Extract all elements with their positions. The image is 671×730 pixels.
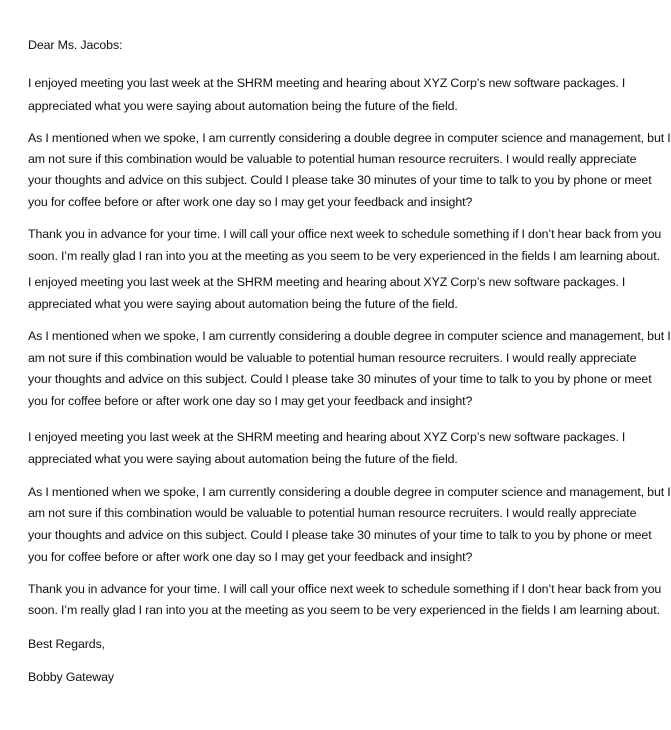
letter-greeting: Dear Ms. Jacobs: bbox=[28, 38, 123, 52]
paragraph-line: Thank you in advance for your time. I will call your office next week to schedule something if I don’t hear back from you bbox=[28, 582, 662, 596]
paragraph-line: As I mentioned when we spoke, I am currently considering a double degree in computer science and management, but I bbox=[28, 329, 671, 343]
paragraph-line: appreciated what you were saying about automation being the future of the field. bbox=[28, 99, 458, 113]
paragraph-line: I enjoyed meeting you last week at the SHRM meeting and hearing about XYZ Corp’s new software packages. I bbox=[28, 275, 626, 289]
paragraph-line: Thank you in advance for your time. I will call your office next week to schedule something if I don’t hear back from you bbox=[28, 227, 662, 241]
paragraph-line: soon. I’m really glad I ran into you at the meeting as you seem to be very experienced in the fields I am learning about. bbox=[28, 249, 660, 263]
paragraph-line: am not sure if this combination would be valuable to potential human resource recruiters. I would really appreciate bbox=[28, 506, 637, 520]
paragraph-line: appreciated what you were saying about automation being the future of the field. bbox=[28, 452, 458, 466]
paragraph-line: I enjoyed meeting you last week at the SHRM meeting and hearing about XYZ Corp’s new software packages. I bbox=[28, 76, 626, 90]
paragraph-line: you for coffee before or after work one day so I may get your feedback and insight? bbox=[28, 550, 473, 564]
paragraph-line: As I mentioned when we spoke, I am currently considering a double degree in computer science and management, but I bbox=[28, 485, 671, 499]
paragraph-line: you for coffee before or after work one day so I may get your feedback and insight? bbox=[28, 394, 473, 408]
paragraph-line: you for coffee before or after work one day so I may get your feedback and insight? bbox=[28, 195, 473, 209]
paragraph-line: your thoughts and advice on this subject. Could I please take 30 minutes of your time to talk to you by phone or meet bbox=[28, 372, 652, 386]
letter-signature: Bobby Gateway bbox=[28, 670, 114, 684]
paragraph-line: As I mentioned when we spoke, I am currently considering a double degree in computer science and management, but I bbox=[28, 131, 671, 145]
paragraph-line: your thoughts and advice on this subject. Could I please take 30 minutes of your time to talk to you by phone or meet bbox=[28, 173, 652, 187]
letter-page bbox=[28, 0, 671, 730]
paragraph-line: I enjoyed meeting you last week at the SHRM meeting and hearing about XYZ Corp’s new software packages. I bbox=[28, 430, 626, 444]
letter-closing: Best Regards, bbox=[28, 637, 106, 651]
paragraph-line: am not sure if this combination would be valuable to potential human resource recruiters. I would really appreciate bbox=[28, 351, 637, 365]
paragraph-line: appreciated what you were saying about automation being the future of the field. bbox=[28, 297, 458, 311]
paragraph-line: am not sure if this combination would be valuable to potential human resource recruiters. I would really appreciate bbox=[28, 152, 637, 166]
paragraph-line: your thoughts and advice on this subject. Could I please take 30 minutes of your time to talk to you by phone or meet bbox=[28, 528, 652, 542]
paragraph-line: soon. I’m really glad I ran into you at the meeting as you seem to be very experienced in the fields I am learning about. bbox=[28, 603, 660, 617]
